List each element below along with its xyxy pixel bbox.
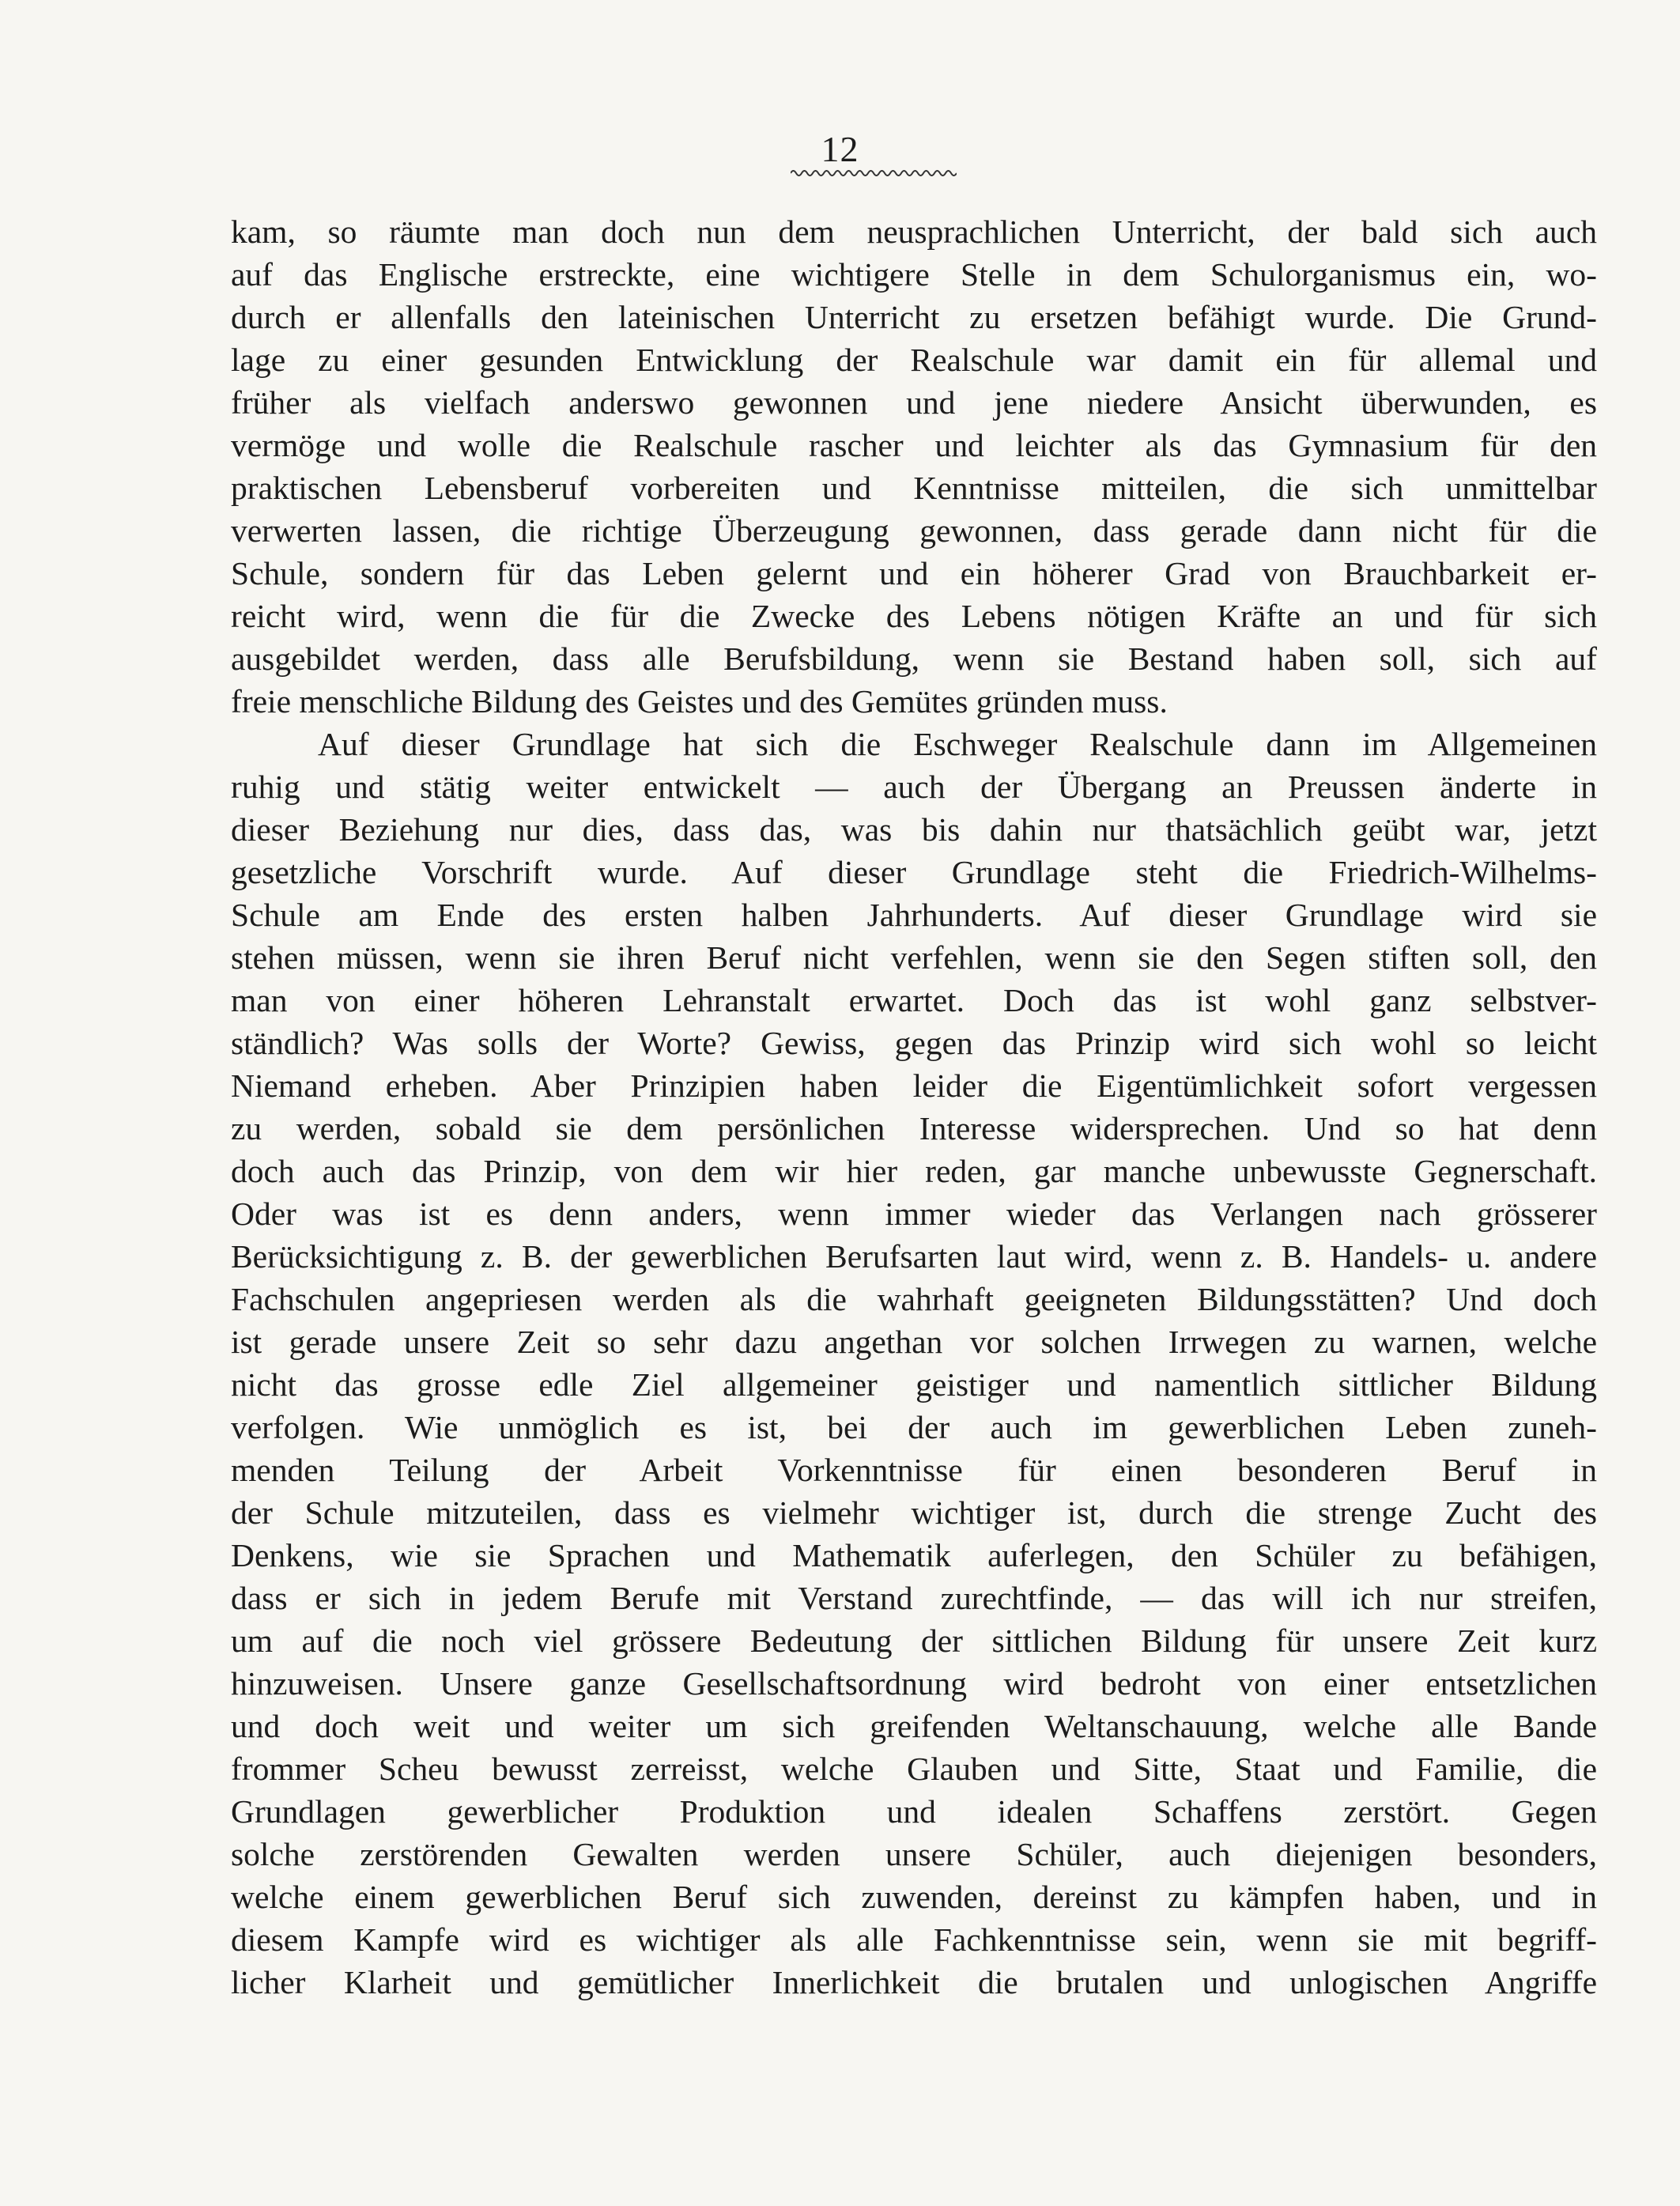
text-line: reicht wird, wenn die für die Zwecke des Lebens nötigen Kräfte an und für sich <box>231 598 1597 634</box>
text-line: Berücksichtigung z. B. der gewerblichen Berufsarten laut wird, wenn z. B. Handels- u. andere <box>231 1238 1597 1275</box>
page-number: 12 <box>821 129 859 169</box>
text-line: doch auch das Prinzip, von dem wir hier reden, gar manche unbewusste Gegnerschaft. <box>231 1153 1597 1189</box>
text-line: ist gerade unsere Zeit so sehr dazu angethan vor solchen Irrwegen zu warnen, welche <box>231 1324 1597 1360</box>
text-line: dass er sich in jedem Berufe mit Verstand zurechtfinde, — das will ich nur streifen, <box>231 1580 1597 1616</box>
text-line: stehen müssen, wenn sie ihren Beruf nicht verfehlen, wenn sie den Segen stiften soll, den <box>231 939 1597 976</box>
text-line: Oder was ist es denn anders, wenn immer wieder das Verlangen nach grösserer <box>231 1196 1597 1232</box>
text-line: Niemand erheben. Aber Prinzipien haben leider die Eigentümlichkeit sofort vergessen <box>231 1067 1597 1104</box>
text-line: früher als vielfach anderswo gewonnen und jene niedere Ansicht überwunden, es <box>231 384 1597 421</box>
text-line: diesem Kampfe wird es wichtiger als alle Fachkenntnisse sein, wenn sie mit begriff- <box>231 1921 1597 1958</box>
wavy-rule-ornament <box>791 168 957 179</box>
text-line: welche einem gewerblichen Beruf sich zuwenden, dereinst zu kämpfen haben, und in <box>231 1879 1597 1915</box>
text-line: und doch weit und weiter um sich greifenden Weltanschauung, welche alle Bande <box>231 1708 1597 1744</box>
text-line: Auf dieser Grundlage hat sich die Eschweger Realschule dann im Allgemeinen <box>318 726 1597 762</box>
text-line: praktischen Lebensberuf vorbereiten und Kenntnisse mitteilen, die sich unmittelbar <box>231 470 1597 506</box>
text-line: gesetzliche Vorschrift wurde. Auf dieser Grundlage steht die Friedrich-Wilhelms- <box>231 854 1597 890</box>
text-line: solche zerstörenden Gewalten werden unsere Schüler, auch diejenigen besonders, <box>231 1836 1597 1872</box>
text-line: nicht das grosse edle Ziel allgemeiner geistiger und namentlich sittlicher Bildung <box>231 1366 1597 1403</box>
text-line: der Schule mitzuteilen, dass es vielmehr wichtiger ist, durch die strenge Zucht des <box>231 1494 1597 1531</box>
text-line: Fachschulen angepriesen werden als die wahrhaft geeigneten Bildungsstätten? Und doch <box>231 1281 1597 1317</box>
text-line: kam, so räumte man doch nun dem neusprachlichen Unterricht, der bald sich auch <box>231 213 1597 250</box>
text-line: ausgebildet werden, dass alle Berufsbildung, wenn sie Bestand haben soll, sich auf <box>231 640 1597 677</box>
text-line: vermöge und wolle die Realschule rascher und leichter als das Gymnasium für den <box>231 427 1597 463</box>
text-line: um auf die noch viel grössere Bedeutung der sittlichen Bildung für unsere Zeit kurz <box>231 1622 1597 1659</box>
text-line: dieser Beziehung nur dies, dass das, was bis dahin nur thatsächlich geübt war, jetzt <box>231 811 1597 848</box>
text-line: frommer Scheu bewusst zerreisst, welche Glauben und Sitte, Staat und Familie, die <box>231 1751 1597 1787</box>
text-body <box>231 210 1597 2004</box>
text-line: Denkens, wie sie Sprachen und Mathematik auferlegen, den Schüler zu befähigen, <box>231 1537 1597 1573</box>
text-line: ruhig und stätig weiter entwickelt — auch der Übergang an Preussen änderte in <box>231 769 1597 805</box>
text-line: verfolgen. Wie unmöglich es ist, bei der auch im gewerblichen Leben zuneh- <box>231 1409 1597 1445</box>
text-line: licher Klarheit und gemütlicher Innerlichkeit die brutalen und unlogischen Angriffe <box>231 1964 1597 2000</box>
text-line: freie menschliche Bildung des Geistes und des Gemütes gründen muss. <box>231 683 1168 720</box>
text-line: verwerten lassen, die richtige Überzeugung gewonnen, dass gerade dann nicht für die <box>231 512 1597 549</box>
text-line: zu werden, sobald sie dem persönlichen Interesse widersprechen. Und so hat denn <box>231 1110 1597 1146</box>
text-line: durch er allenfalls den lateinischen Unterricht zu ersetzen befähigt wurde. Die Grund- <box>231 299 1597 335</box>
text-line: auf das Englische erstreckte, eine wichtigere Stelle in dem Schulorganismus ein, wo- <box>231 256 1597 293</box>
text-line: Grundlagen gewerblicher Produktion und idealen Schaffens zerstört. Gegen <box>231 1793 1597 1830</box>
text-line: ständlich? Was solls der Worte? Gewiss, gegen das Prinzip wird sich wohl so leicht <box>231 1025 1597 1061</box>
text-line: hinzuweisen. Unsere ganze Gesellschaftsordnung wird bedroht von einer entsetzlichen <box>231 1665 1597 1702</box>
text-line: man von einer höheren Lehranstalt erwartet. Doch das ist wohl ganz selbstver- <box>231 982 1597 1018</box>
text-line: lage zu einer gesunden Entwicklung der Realschule war damit ein für allemal und <box>231 342 1597 378</box>
text-line: Schule am Ende des ersten halben Jahrhunderts. Auf dieser Grundlage wird sie <box>231 897 1597 933</box>
text-line: menden Teilung der Arbeit Vorkenntnisse für einen besonderen Beruf in <box>231 1452 1597 1488</box>
text-line: Schule, sondern für das Leben gelernt und ein höherer Grad von Brauchbarkeit er- <box>231 555 1597 591</box>
